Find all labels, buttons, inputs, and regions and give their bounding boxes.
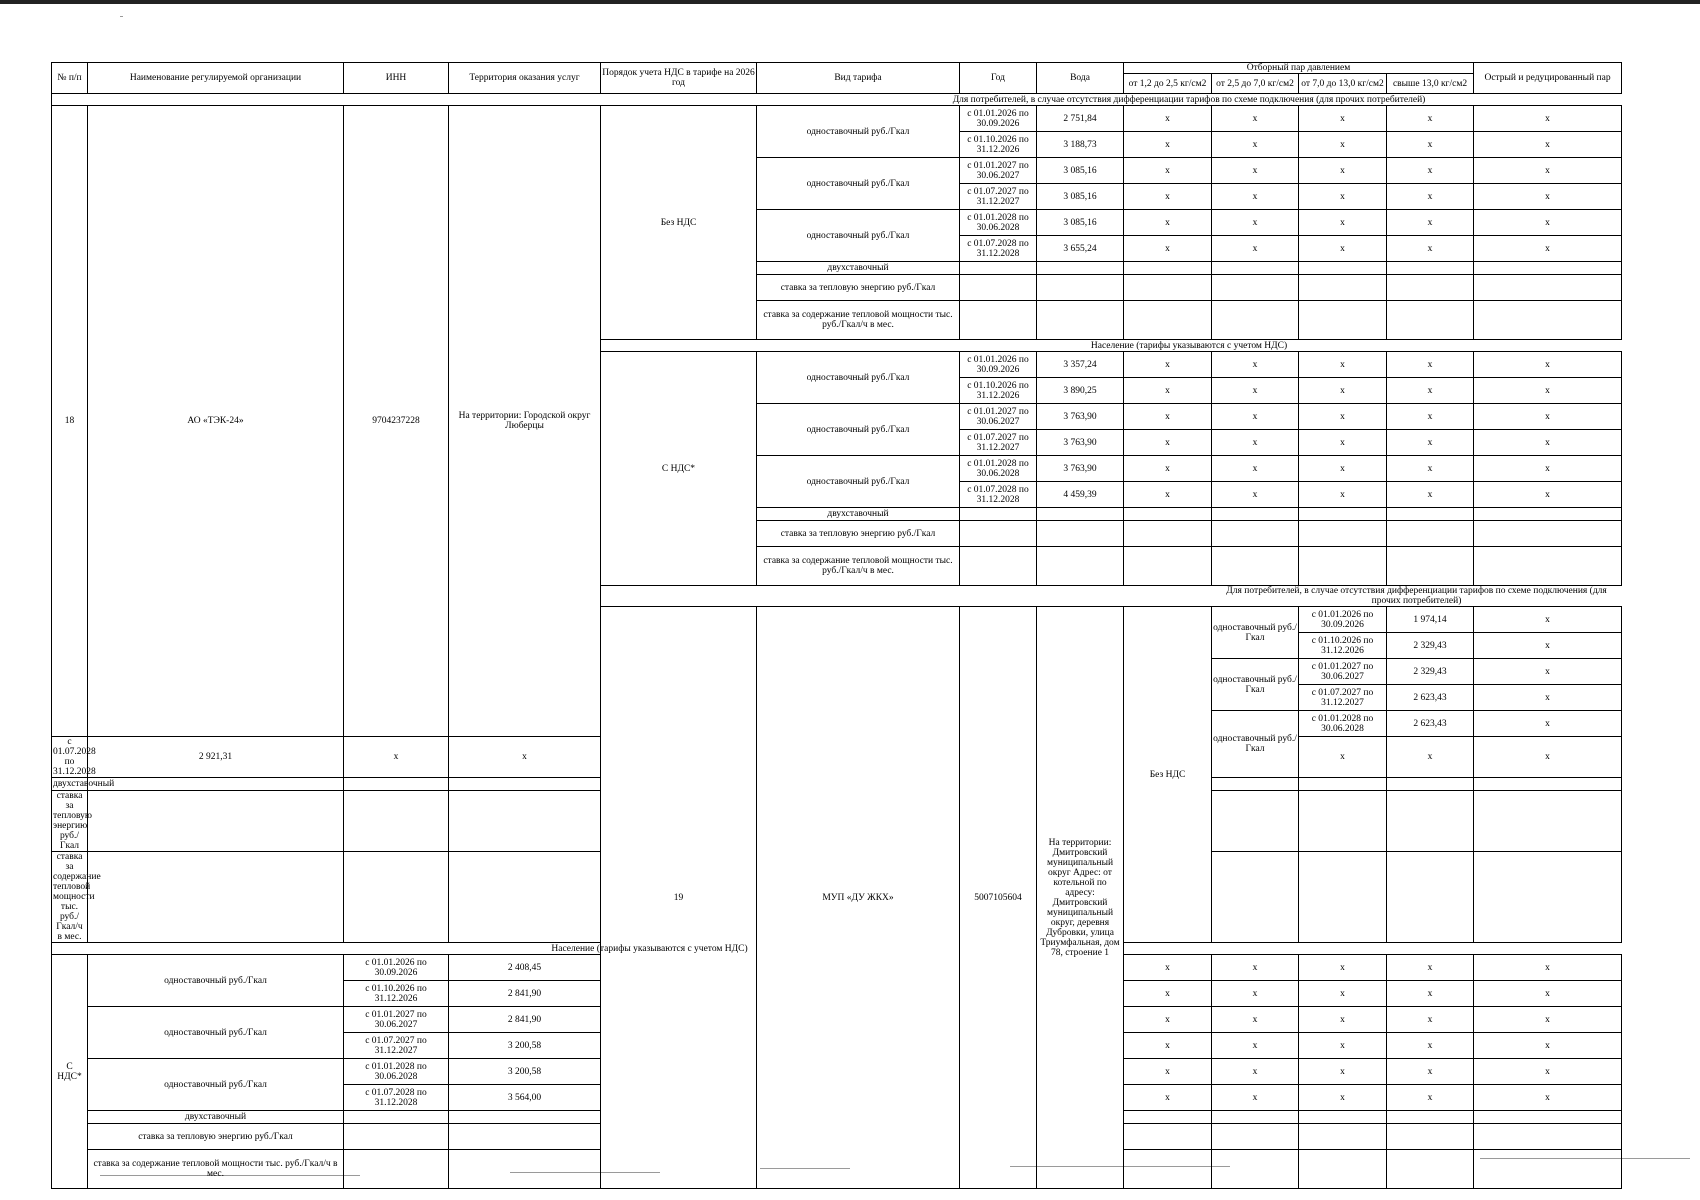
not-applicable-mark: x (1212, 430, 1299, 456)
two-rate-label: двухставочный (88, 1111, 344, 1124)
capacity-rate-label: ставка за содержание тепловой мощности тыс. руб./Гкал/ч в мес. (53, 852, 101, 942)
water-value: 2 329,43 (1387, 633, 1474, 659)
water-value: 2 623,43 (1387, 711, 1474, 737)
period-cell: с 01.01.2028 по 30.06.2028 (960, 210, 1037, 236)
not-applicable-mark: x (1124, 132, 1212, 158)
empty-cell (1124, 1124, 1212, 1150)
not-applicable-mark: x (1387, 378, 1474, 404)
single-rate-label: одноставочный руб./Гкал (757, 456, 960, 508)
single-rate-label: одноставочный руб./Гкал (757, 404, 960, 456)
not-applicable-mark: x (1124, 404, 1212, 430)
not-applicable-mark: x (1387, 106, 1474, 132)
empty-cell (1212, 1111, 1299, 1124)
empty-cell (1212, 508, 1299, 521)
section-spacer (52, 94, 757, 106)
empty-cell (1212, 852, 1299, 943)
org-inn: 5007105604 (960, 607, 1037, 1189)
single-rate-label: одноставочный руб./Гкал (1212, 659, 1299, 711)
empty-cell (1037, 262, 1124, 275)
header-steam-group: Отборный пар давлением (1124, 63, 1474, 74)
not-applicable-mark: x (1474, 685, 1622, 711)
period-cell: с 01.07.2027 по 31.12.2027 (960, 184, 1037, 210)
period-cell: с 01.10.2026 по 31.12.2026 (344, 981, 449, 1007)
water-value: 2 751,84 (1037, 106, 1124, 132)
not-applicable-mark: x (1124, 430, 1212, 456)
not-applicable-mark: x (1212, 236, 1299, 262)
empty-cell (1124, 301, 1212, 340)
not-applicable-mark: x (1387, 158, 1474, 184)
empty-cell (1474, 791, 1622, 852)
empty-cell (1387, 1111, 1474, 1124)
header-territory: Территория оказания услуг (449, 63, 601, 94)
water-value: 3 085,16 (1037, 184, 1124, 210)
vat-mode: С НДС* (52, 955, 88, 1189)
water-value: 3 200,58 (449, 1033, 601, 1059)
not-applicable-mark: x (1124, 210, 1212, 236)
empty-cell (960, 547, 1037, 586)
not-applicable-mark: x (1212, 378, 1299, 404)
vat-mode: С НДС* (601, 352, 757, 586)
capacity-rate-label: ставка за содержание тепловой мощности тыс. руб./Гкал/ч в мес. (757, 301, 960, 340)
not-applicable-mark: x (1299, 1007, 1387, 1033)
not-applicable-mark: x (1212, 1007, 1299, 1033)
not-applicable-mark: x (344, 737, 449, 778)
not-applicable-mark: x (1474, 633, 1622, 659)
header-inn: ИНН (344, 63, 449, 94)
empty-cell (1387, 301, 1474, 340)
empty-cell (1124, 1111, 1212, 1124)
single-rate-label: одноставочный руб./Гкал (88, 955, 344, 1007)
empty-cell (88, 791, 344, 852)
org-inn: 9704237228 (344, 106, 449, 737)
empty-cell (1124, 262, 1212, 275)
not-applicable-mark: x (1124, 1059, 1212, 1085)
not-applicable-mark: x (1212, 955, 1299, 981)
not-applicable-mark: x (1212, 184, 1299, 210)
empty-cell (1212, 791, 1299, 852)
not-applicable-mark: x (1474, 659, 1622, 685)
water-value: 2 408,45 (449, 955, 601, 981)
section-spacer (601, 340, 757, 352)
empty-cell (88, 778, 344, 791)
empty-cell (1124, 1150, 1212, 1189)
empty-cell (1474, 262, 1622, 275)
empty-cell (449, 778, 601, 791)
empty-cell (344, 791, 449, 852)
header-num: № п/п (52, 63, 88, 94)
not-applicable-mark: x (1387, 236, 1474, 262)
water-value: 3 188,73 (1037, 132, 1124, 158)
not-applicable-mark: x (1299, 1059, 1387, 1085)
period-cell: с 01.07.2028 по 31.12.2028 (960, 482, 1037, 508)
tariff-table (51, 62, 1622, 1189)
not-applicable-mark: x (1212, 352, 1299, 378)
empty-cell (960, 262, 1037, 275)
not-applicable-mark: x (1299, 210, 1387, 236)
scan-top-edge (0, 0, 1700, 4)
period-cell: с 01.07.2027 по 31.12.2027 (344, 1033, 449, 1059)
empty-cell (960, 521, 1037, 547)
empty-cell (1474, 778, 1622, 791)
empty-cell (1299, 521, 1387, 547)
empty-cell (1387, 1150, 1474, 1189)
empty-cell (1474, 1124, 1622, 1150)
not-applicable-mark: x (1124, 456, 1212, 482)
empty-cell (960, 301, 1037, 340)
empty-cell (449, 1111, 601, 1124)
not-applicable-mark: x (1299, 737, 1387, 778)
header-tariff-type: Вид тарифа (757, 63, 960, 94)
water-value: 3 564,00 (449, 1085, 601, 1111)
empty-cell (1387, 1124, 1474, 1150)
single-rate-label: одноставочный руб./Гкал (757, 106, 960, 158)
two-rate-label: двухставочный (53, 779, 115, 789)
empty-cell (1299, 508, 1387, 521)
single-rate-label: одноставочный руб./Гкал (1212, 711, 1299, 778)
not-applicable-mark: x (1299, 430, 1387, 456)
empty-cell (1212, 521, 1299, 547)
single-rate-label: одноставочный руб./Гкал (757, 210, 960, 262)
not-applicable-mark: x (1474, 456, 1622, 482)
not-applicable-mark: x (1387, 210, 1474, 236)
not-applicable-mark: x (1387, 456, 1474, 482)
not-applicable-mark: x (1299, 352, 1387, 378)
not-applicable-mark: x (1474, 955, 1622, 981)
not-applicable-mark: x (1124, 378, 1212, 404)
period-cell: с 01.01.2027 по 30.06.2027 (344, 1007, 449, 1033)
empty-cell (344, 852, 449, 943)
two-rate-label: двухставочный (757, 262, 960, 275)
empty-cell (344, 1124, 449, 1150)
empty-cell (1474, 1111, 1622, 1124)
period-cell: с 01.01.2027 по 30.06.2027 (1299, 659, 1387, 685)
header-pressure-4: свыше 13,0 кг/см2 (1387, 74, 1474, 94)
empty-cell (449, 1124, 601, 1150)
not-applicable-mark: x (1124, 236, 1212, 262)
not-applicable-mark: x (1474, 352, 1622, 378)
not-applicable-mark: x (1474, 430, 1622, 456)
empty-cell (1037, 508, 1124, 521)
empty-cell (449, 852, 601, 943)
not-applicable-mark: x (1212, 456, 1299, 482)
not-applicable-mark: x (1474, 981, 1622, 1007)
org-number: 19 (601, 607, 757, 1189)
empty-cell (1124, 521, 1212, 547)
not-applicable-mark: x (1299, 482, 1387, 508)
org-name: МУП «ДУ ЖКХ» (757, 607, 960, 1189)
empty-cell (1474, 1150, 1622, 1189)
header-pressure-2: от 2,5 до 7,0 кг/см2 (1212, 74, 1299, 94)
not-applicable-mark: x (1474, 210, 1622, 236)
not-applicable-mark: x (1474, 1007, 1622, 1033)
period-cell: с 01.01.2026 по 30.09.2026 (960, 352, 1037, 378)
not-applicable-mark: x (1474, 1059, 1622, 1085)
not-applicable-mark: x (1124, 184, 1212, 210)
not-applicable-mark: x (1387, 1085, 1474, 1111)
empty-cell (1387, 547, 1474, 586)
empty-cell (1387, 791, 1474, 852)
empty-cell (1299, 1150, 1387, 1189)
not-applicable-mark: x (1124, 1085, 1212, 1111)
empty-cell (344, 778, 449, 791)
empty-cell (1299, 262, 1387, 275)
table-header (52, 63, 1622, 94)
not-applicable-mark: x (1299, 955, 1387, 981)
single-rate-label: одноставочный руб./Гкал (88, 1007, 344, 1059)
not-applicable-mark: x (1212, 1059, 1299, 1085)
period-cell: с 01.01.2026 по 30.09.2026 (960, 106, 1037, 132)
not-applicable-mark: x (1299, 981, 1387, 1007)
empty-cell (1212, 778, 1299, 791)
empty-cell (1299, 1124, 1387, 1150)
section-spacer (601, 586, 1212, 607)
empty-cell (1474, 275, 1622, 301)
not-applicable-mark: x (1387, 184, 1474, 210)
not-applicable-mark: x (1474, 737, 1622, 778)
water-value: 2 841,90 (449, 1007, 601, 1033)
not-applicable-mark: x (1212, 981, 1299, 1007)
period-cell: с 01.10.2026 по 31.12.2026 (960, 378, 1037, 404)
header-live-steam: Острый и редуцированный пар (1474, 63, 1622, 94)
water-value: 3 763,90 (1037, 430, 1124, 456)
period-cell: с 01.07.2027 по 31.12.2027 (1299, 685, 1387, 711)
not-applicable-mark: x (1474, 184, 1622, 210)
empty-cell (1037, 547, 1124, 586)
org-number: 18 (52, 106, 88, 737)
period-cell: с 01.01.2027 по 30.06.2027 (960, 158, 1037, 184)
not-applicable-mark: x (1474, 711, 1622, 737)
empty-cell (88, 852, 344, 943)
vat-mode: Без НДС (601, 106, 757, 340)
section-row (52, 94, 1622, 106)
empty-cell (344, 1150, 449, 1189)
water-value: 3 763,90 (1037, 456, 1124, 482)
not-applicable-mark: x (1299, 132, 1387, 158)
water-value: 3 890,25 (1037, 378, 1124, 404)
water-value: 3 763,90 (1037, 404, 1124, 430)
scan-speck (120, 16, 123, 17)
not-applicable-mark: x (1387, 981, 1474, 1007)
table-body (52, 94, 1622, 1189)
not-applicable-mark: x (1299, 1033, 1387, 1059)
energy-rate-label: ставка за тепловую энергию руб./Гкал (757, 275, 960, 301)
period-cell: с 01.01.2026 по 30.09.2026 (1299, 607, 1387, 633)
header-pressure-1: от 1,2 до 2,5 кг/см2 (1124, 74, 1212, 94)
empty-cell (1299, 301, 1387, 340)
section-title-population: Население (тарифы указываются с учетом НДС) (88, 943, 1212, 955)
org-name: АО «ТЭК-24» (88, 106, 344, 737)
water-value: 2 841,90 (449, 981, 601, 1007)
not-applicable-mark: x (1474, 482, 1622, 508)
not-applicable-mark: x (1212, 210, 1299, 236)
not-applicable-mark: x (1299, 184, 1387, 210)
not-applicable-mark: x (1387, 955, 1474, 981)
not-applicable-mark: x (1212, 158, 1299, 184)
not-applicable-mark: x (1474, 158, 1622, 184)
empty-cell (1212, 301, 1299, 340)
not-applicable-mark: x (1299, 404, 1387, 430)
empty-cell (1212, 547, 1299, 586)
not-applicable-mark: x (1387, 482, 1474, 508)
empty-cell (960, 275, 1037, 301)
tariff-document (51, 62, 1621, 1189)
empty-cell (1037, 275, 1124, 301)
period-cell: с 01.01.2028 по 30.06.2028 (960, 456, 1037, 482)
not-applicable-mark: x (1474, 132, 1622, 158)
not-applicable-mark: x (1299, 236, 1387, 262)
water-value: 3 357,24 (1037, 352, 1124, 378)
period-cell: с 01.01.2026 по 30.09.2026 (344, 955, 449, 981)
section-title-other: Для потребителей, в случае отсутствия дифференциации тарифов по схеме подключения (для прочих потребителей) (757, 94, 1622, 106)
empty-cell (1212, 262, 1299, 275)
empty-cell (1474, 521, 1622, 547)
not-applicable-mark: x (1299, 378, 1387, 404)
single-rate-label: одноставочный руб./Гкал (88, 1059, 344, 1111)
not-applicable-mark: x (1474, 378, 1622, 404)
period-cell: с 01.01.2027 по 30.06.2027 (960, 404, 1037, 430)
empty-cell (1387, 508, 1474, 521)
not-applicable-mark: x (1212, 106, 1299, 132)
empty-cell (1387, 521, 1474, 547)
single-rate-label: одноставочный руб./Гкал (1212, 607, 1299, 659)
not-applicable-mark: x (1387, 1059, 1474, 1085)
org-territory: На территории: Городской округ Люберцы (449, 106, 601, 737)
not-applicable-mark: x (1387, 352, 1474, 378)
water-value: 3 085,16 (1037, 210, 1124, 236)
not-applicable-mark: x (1212, 1033, 1299, 1059)
not-applicable-mark: x (1299, 1085, 1387, 1111)
not-applicable-mark: x (1212, 132, 1299, 158)
water-value: 3 085,16 (1037, 158, 1124, 184)
empty-cell (1474, 508, 1622, 521)
not-applicable-mark: x (1474, 236, 1622, 262)
not-applicable-mark: x (1474, 404, 1622, 430)
not-applicable-mark: x (1124, 158, 1212, 184)
not-applicable-mark: x (1299, 158, 1387, 184)
not-applicable-mark: x (449, 737, 601, 778)
empty-cell (1299, 1111, 1387, 1124)
period-cell: с 01.07.2027 по 31.12.2027 (960, 430, 1037, 456)
empty-cell (1037, 301, 1124, 340)
not-applicable-mark: x (1387, 737, 1474, 778)
empty-cell (1299, 791, 1387, 852)
energy-rate-label: ставка за тепловую энергию руб./Гкал (88, 1124, 344, 1150)
empty-cell (960, 508, 1037, 521)
empty-cell (1387, 778, 1474, 791)
empty-cell (344, 1111, 449, 1124)
period-cell: с 01.01.2028 по 30.06.2028 (344, 1059, 449, 1085)
empty-cell (1124, 547, 1212, 586)
header-year: Год (960, 63, 1037, 94)
not-applicable-mark: x (1212, 1085, 1299, 1111)
period-cell: с 01.10.2026 по 31.12.2026 (960, 132, 1037, 158)
not-applicable-mark: x (1387, 1007, 1474, 1033)
empty-cell (1299, 852, 1387, 943)
not-applicable-mark: x (1474, 106, 1622, 132)
water-value: 4 459,39 (1037, 482, 1124, 508)
period-cell: с 01.07.2028 по 31.12.2028 (960, 236, 1037, 262)
single-rate-label: одноставочный руб./Гкал (757, 158, 960, 210)
single-rate-label: одноставочный руб./Гкал (757, 352, 960, 404)
period-cell: с 01.10.2026 по 31.12.2026 (1299, 633, 1387, 659)
not-applicable-mark: x (1387, 404, 1474, 430)
not-applicable-mark: x (1387, 132, 1474, 158)
period-cell: с 01.07.2028 по 31.12.2028 (53, 737, 96, 777)
empty-cell (449, 1150, 601, 1189)
capacity-rate-label: ставка за содержание тепловой мощности тыс. руб./Гкал/ч в мес. (757, 547, 960, 586)
tariff-row (52, 106, 1622, 132)
empty-cell (1124, 508, 1212, 521)
not-applicable-mark: x (1387, 430, 1474, 456)
not-applicable-mark: x (1299, 456, 1387, 482)
not-applicable-mark: x (1124, 482, 1212, 508)
not-applicable-mark: x (1124, 106, 1212, 132)
two-rate-label: двухставочный (757, 508, 960, 521)
not-applicable-mark: x (1299, 106, 1387, 132)
period-cell: с 01.07.2028 по 31.12.2028 (344, 1085, 449, 1111)
header-org-name: Наименование регулируемой организации (88, 63, 344, 94)
header-pressure-3: от 7,0 до 13,0 кг/см2 (1299, 74, 1387, 94)
not-applicable-mark: x (1474, 1033, 1622, 1059)
empty-cell (449, 791, 601, 852)
not-applicable-mark: x (1124, 352, 1212, 378)
vat-mode: Без НДС (1124, 607, 1212, 943)
section-spacer (52, 943, 88, 955)
water-value: 3 655,24 (1037, 236, 1124, 262)
empty-cell (1212, 1150, 1299, 1189)
not-applicable-mark: x (1124, 1033, 1212, 1059)
not-applicable-mark: x (1387, 1033, 1474, 1059)
section-title-other: Для потребителей, в случае отсутствия дифференциации тарифов по схеме подключения (для прочих потребителей) (1212, 586, 1622, 607)
capacity-rate-label: ставка за содержание тепловой мощности тыс. руб./Гкал/ч в мес. (88, 1150, 344, 1189)
empty-cell (1299, 547, 1387, 586)
empty-cell (1474, 547, 1622, 586)
section-row (52, 943, 1622, 955)
empty-cell (1299, 275, 1387, 301)
section-title-population: Население (тарифы указываются с учетом НДС) (757, 340, 1622, 352)
water-value: 1 974,14 (1387, 607, 1474, 633)
not-applicable-mark: x (1124, 1007, 1212, 1033)
not-applicable-mark: x (1124, 955, 1212, 981)
energy-rate-label: ставка за тепловую энергию руб./Гкал (53, 791, 92, 851)
header-water: Вода (1037, 63, 1124, 94)
empty-cell (1212, 275, 1299, 301)
water-value: 2 329,43 (1387, 659, 1474, 685)
empty-cell (1387, 262, 1474, 275)
org-territory: На территории: Дмитровский муниципальный округ Адрес: от котельной по адресу: Дмитровский муниципальный округ, деревня Дубровки, улица Триумфальная, дом 78, строение 1 (1037, 607, 1124, 1189)
water-value: 2 921,31 (88, 737, 344, 778)
not-applicable-mark: x (1212, 482, 1299, 508)
empty-cell (1124, 275, 1212, 301)
empty-cell (1299, 778, 1387, 791)
not-applicable-mark: x (1124, 981, 1212, 1007)
header-vat-order: Порядок учета НДС в тарифе на 2026 год (601, 63, 757, 94)
water-value: 3 200,58 (449, 1059, 601, 1085)
empty-cell (1212, 1124, 1299, 1150)
period-cell: с 01.01.2028 по 30.06.2028 (1299, 711, 1387, 737)
water-value: 2 623,43 (1387, 685, 1474, 711)
empty-cell (1474, 852, 1622, 943)
not-applicable-mark: x (1474, 607, 1622, 633)
empty-cell (1474, 301, 1622, 340)
empty-cell (1037, 521, 1124, 547)
energy-rate-label: ставка за тепловую энергию руб./Гкал (757, 521, 960, 547)
not-applicable-mark: x (1212, 404, 1299, 430)
not-applicable-mark: x (1474, 1085, 1622, 1111)
empty-cell (1387, 275, 1474, 301)
empty-cell (1387, 852, 1474, 943)
